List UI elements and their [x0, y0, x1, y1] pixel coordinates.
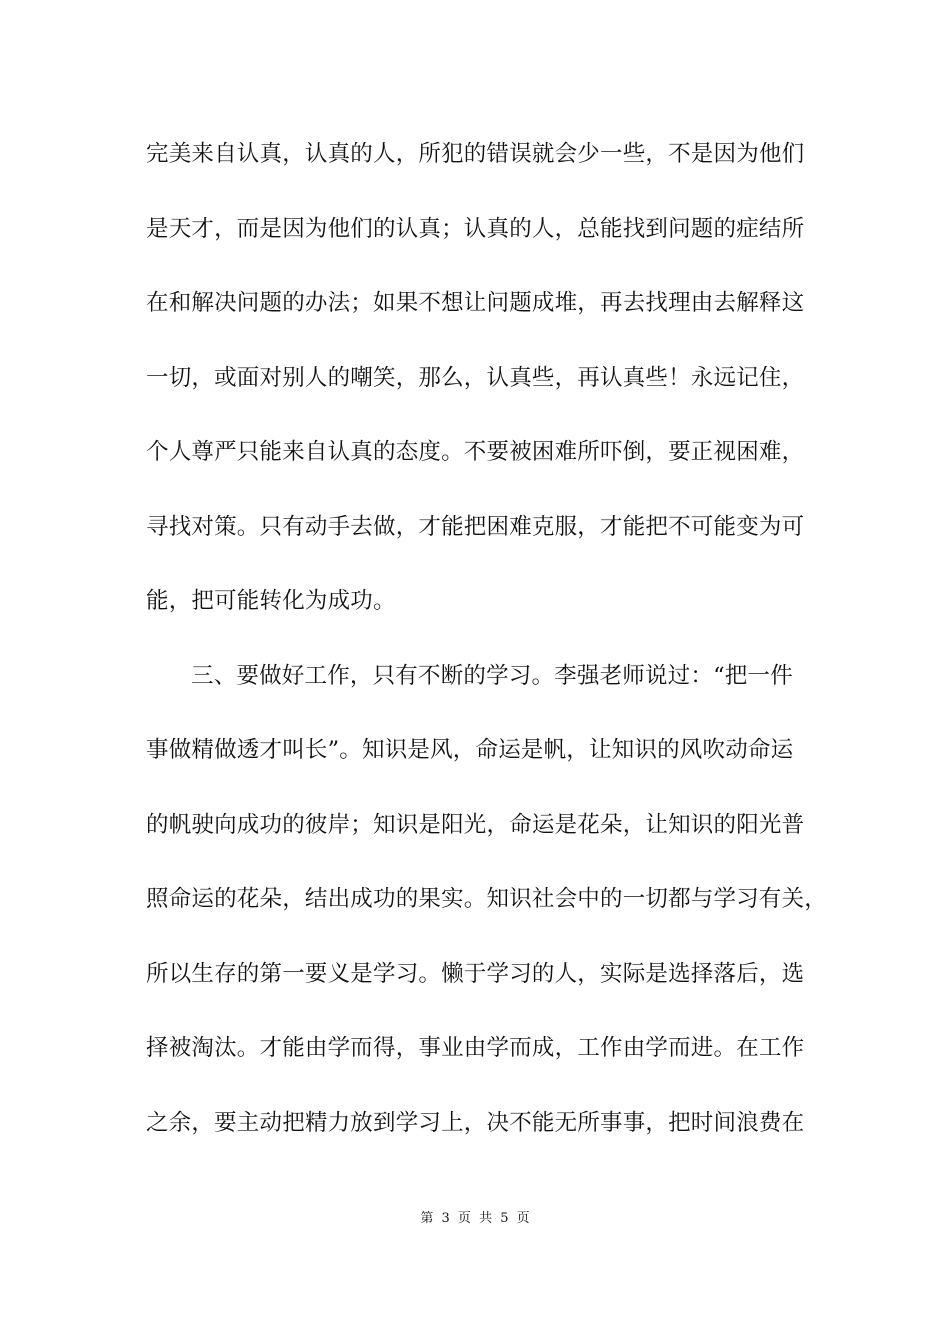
- text-line: 事做精做透才叫长”。知识是风，命运是帆，让知识的风吹动命运: [146, 737, 794, 763]
- text-line: 能，把可能转化为成功。: [146, 588, 396, 614]
- text-line: 一切，或面对别人的嘲笑，那么，认真些，再认真些！永远记住，: [146, 364, 805, 391]
- footer-page-word: 页: [457, 1211, 471, 1226]
- footer-suffix: 页: [516, 1211, 530, 1226]
- page-footer: [0, 1207, 950, 1226]
- text-line: 完美来自认真，认真的人，所犯的错误就会少一些，不是因为他们: [146, 141, 805, 167]
- text-line: 择被淘汰。才能由学而得，事业由学而成，工作由学而进。在工作: [146, 1035, 805, 1061]
- text-line: 所以生存的第一要义是学习。懒于学习的人，实际是选择落后，选: [146, 960, 805, 987]
- current-page-number: 3: [441, 1211, 450, 1226]
- text-line: 个人尊严只能来自认真的态度。不要被困难所吓倒，要正视困难，: [146, 439, 805, 465]
- text-line: 在和解决问题的办法；如果不想让问题成堆，再去找理由去解释这: [146, 290, 805, 316]
- text-line: 照命运的花朵，结出成功的果实。知识社会中的一切都与学习有关，: [146, 886, 828, 912]
- text-line: 的帆驶向成功的彼岸；知识是阳光，命运是花朵，让知识的阳光普: [146, 811, 805, 838]
- paragraph-start-line: 三、要做好工作，只有不断的学习。李强老师说过：“把一件: [191, 662, 793, 689]
- text-line: 寻找对策。只有动手去做，才能把困难克服，才能把不可能变为可: [146, 513, 805, 540]
- document-body: [146, 132, 828, 1175]
- text-line: 之余，要主动把精力放到学习上，决不能无所事事，把时间浪费在: [146, 1109, 805, 1136]
- footer-prefix: 第: [420, 1211, 434, 1226]
- footer-total-prefix: 共: [479, 1211, 493, 1226]
- text-line: 是天才，而是因为他们的认真；认真的人，总能找到问题的症结所: [146, 215, 805, 242]
- total-pages-number: 5: [500, 1211, 509, 1226]
